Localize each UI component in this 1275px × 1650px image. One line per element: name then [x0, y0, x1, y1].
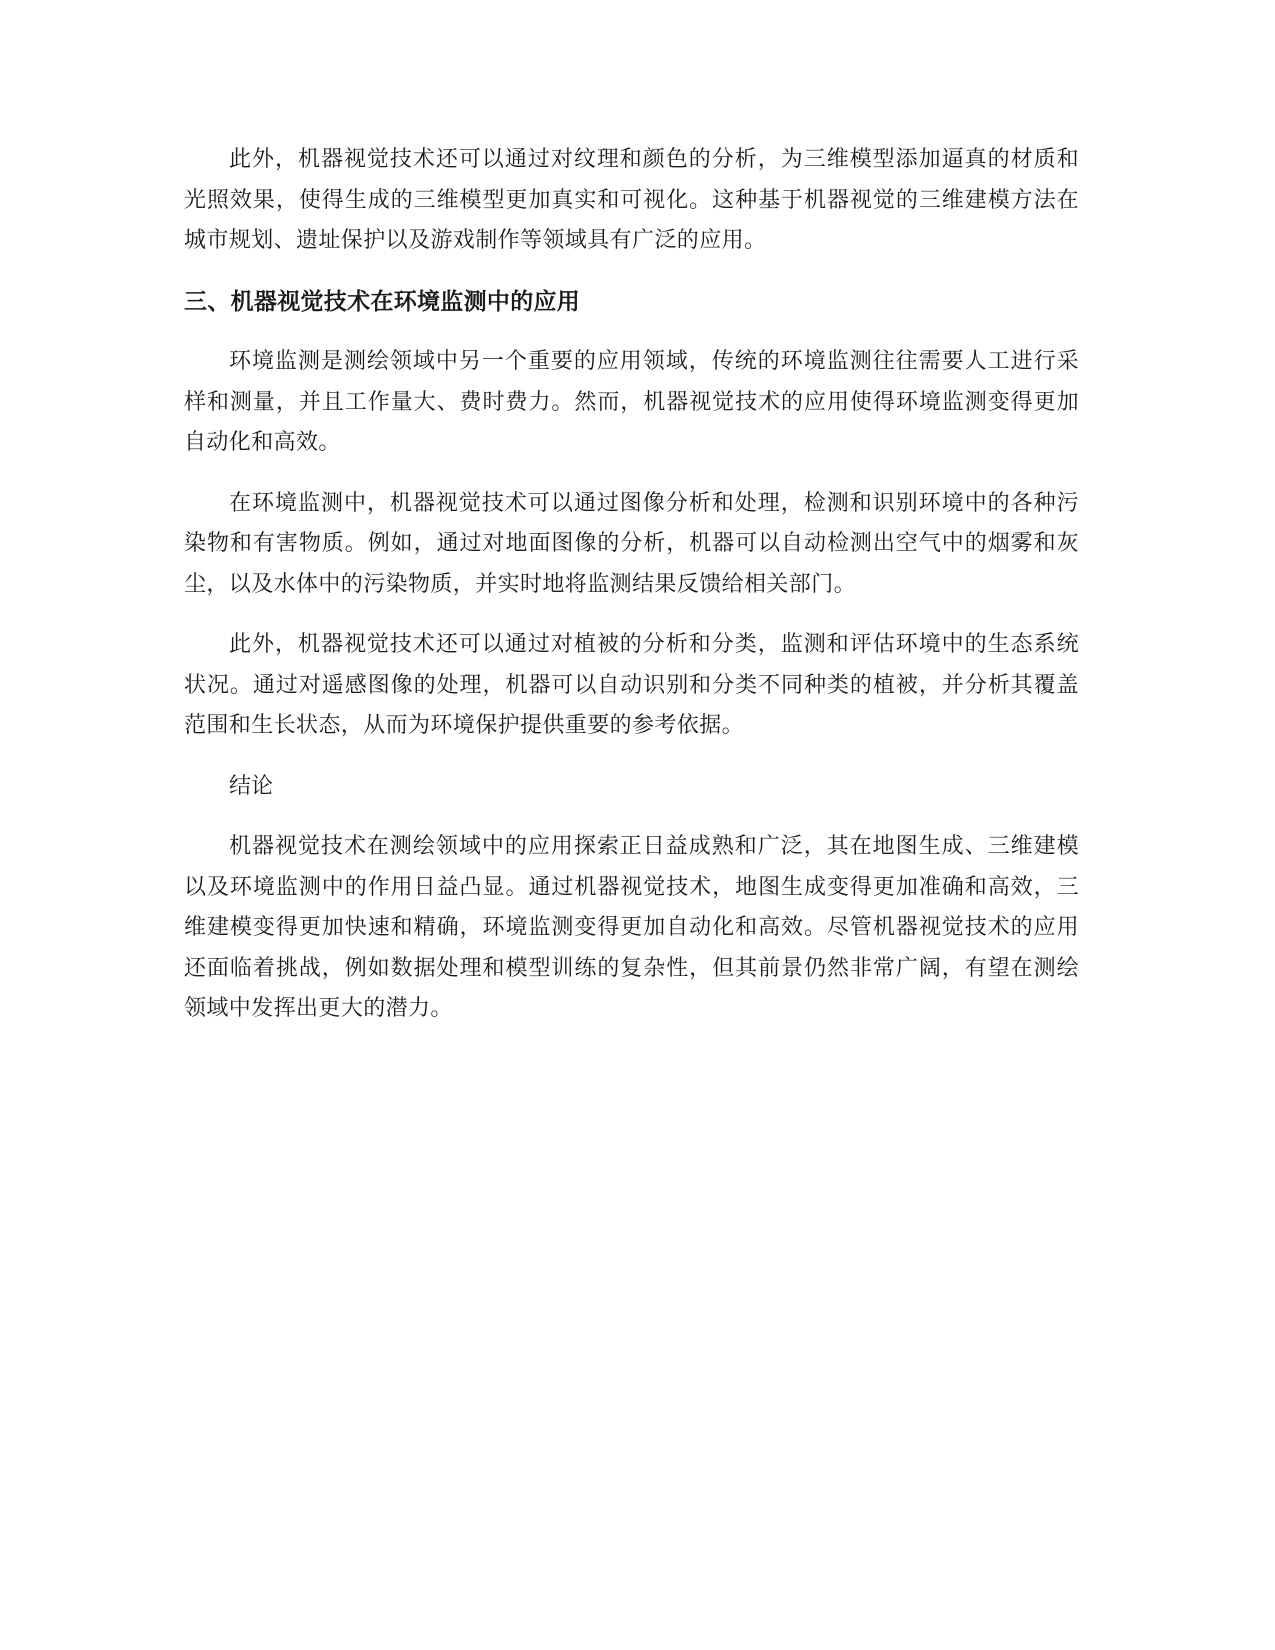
section-paragraph-2: 在环境监测中，机器视觉技术可以通过图像分析和处理，检测和识别环境中的各种污染物和有害物质。例如，通过对地面图像的分析，机器可以自动检测出空气中的烟雾和灰尘，以及水体中的污染物质，并实时地将监测结果反馈给相关部门。 — [184, 490, 1079, 597]
conclusion-paragraph: 机器视觉技术在测绘领域中的应用探索正日益成熟和广泛，其在地图生成、三维建模以及环境监测中的作用日益凸显。通过机器视觉技术，地图生成变得更加准确和高效，三维建模变得更加快速和精确，环境监测变得更加自动化和高效。尽管机器视觉技术的应用还面临着挑战，例如数据处理和模型训练的复杂性，但其前景仍然非常广阔，有望在测绘领域中发挥出更大的潜力。 — [184, 834, 1079, 1021]
section-paragraph-3: 此外，机器视觉技术还可以通过对植被的分析和分类，监测和评估环境中的生态系统状况。通过对遥感图像的处理，机器可以自动识别和分类不同种类的植被，并分析其覆盖范围和生长状态，从而为环境保护提供重要的参考依据。 — [184, 632, 1079, 738]
section-paragraph-1: 环境监测是测绘领域中另一个重要的应用领域，传统的环境监测往往需要人工进行采样和测量，并且工作量大、费时费力。然而，机器视觉技术的应用使得环境监测变得更加自动化和高效。 — [184, 349, 1079, 455]
intro-paragraph: 此外，机器视觉技术还可以通过对纹理和颜色的分析，为三维模型添加逼真的材质和光照效果，使得生成的三维模型更加真实和可视化。这种基于机器视觉的三维建模方法在城市规划、遗址保护以及游戏制作等领域具有广泛的应用。 — [184, 147, 1079, 253]
conclusion-label: 结论 — [229, 773, 274, 799]
document-page — [184, 140, 1079, 1050]
section-heading: 三、机器视觉技术在环境监测中的应用 — [184, 288, 581, 315]
